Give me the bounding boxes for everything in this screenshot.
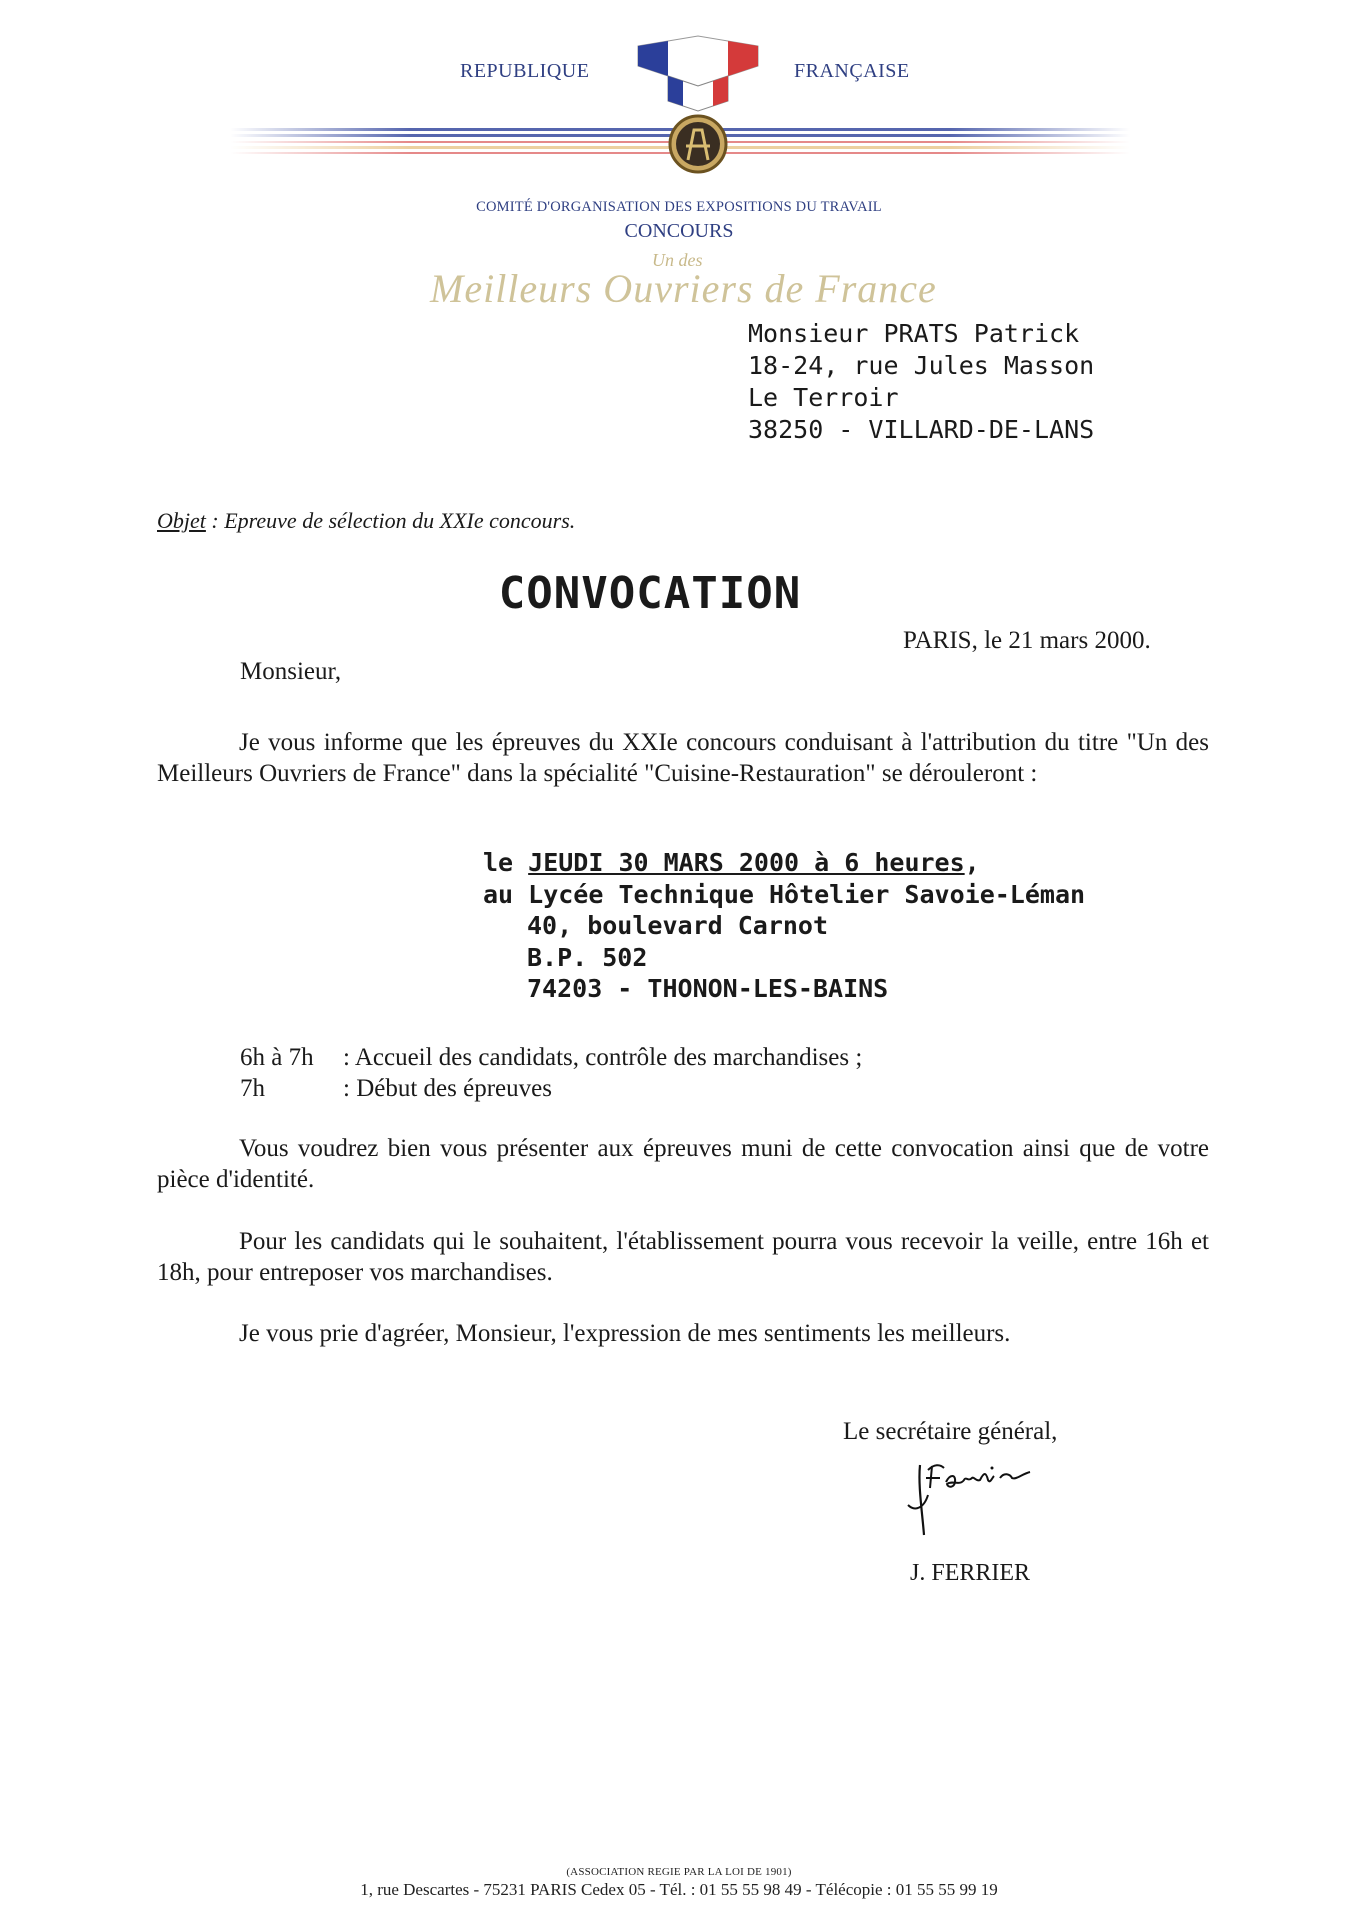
handwritten-signature: [900, 1450, 1050, 1540]
contest-label: CONCOURS: [624, 220, 734, 242]
event-details: [483, 847, 1085, 1005]
paragraph-evening: Pour les candidats qui le souhaitent, l'établissement pourra vous recevoir la veille, entre 16h et 18h, pour entreposer vos marchandises.: [157, 1228, 1209, 1286]
paragraph-closing: Je vous prie d'agréer, Monsieur, l'expression de mes sentiments les meilleurs.: [239, 1320, 1011, 1347]
recipient-address: [748, 318, 1094, 446]
schedule: [240, 1042, 862, 1104]
paragraph-documents: Vous voudrez bien vous présenter aux épreuves muni de cette convocation ainsi que de votre pièce d'identité.: [157, 1135, 1209, 1193]
republique-label: REPUBLIQUE: [460, 60, 590, 82]
footer-note: (ASSOCIATION REGIE PAR LA LOI DE 1901): [566, 1866, 792, 1878]
signer-role: Le secrétaire général,: [843, 1418, 1058, 1445]
recipient-line: 18-24, rue Jules Masson: [748, 351, 1095, 380]
schedule-text: : Début des épreuves: [343, 1075, 552, 1102]
subject-label: Objet: [157, 508, 206, 533]
salutation: Monsieur,: [240, 658, 342, 685]
brand-logo-text: Meilleurs Ouvriers de France: [430, 266, 937, 311]
event-bp: B.P. 502: [527, 942, 648, 972]
schedule-row: [240, 1042, 862, 1073]
subject-line: [157, 508, 575, 534]
recipient-line: Monsieur PRATS Patrick: [748, 319, 1080, 348]
committee-name: COMITÉ D'ORGANISATION DES EXPOSITIONS DU TRAVAIL: [476, 199, 882, 215]
schedule-time: 7h: [240, 1075, 265, 1102]
event-street: 40, boulevard Carnot: [527, 911, 829, 940]
footer-address: 1, rue Descartes - 75231 PARIS Cedex 05 - Tél. : 01 55 55 98 49 - Télécopie : 01 55 55 99 19: [360, 1880, 998, 1899]
subject-text: : Epreuve de sélection du XXIe concours.: [205, 508, 576, 533]
document-title: CONVOCATION: [498, 568, 802, 619]
event-date-line: [483, 847, 1085, 879]
schedule-time: 6h à 7h: [240, 1044, 314, 1071]
schedule-text: : Accueil des candidats, contrôle des marchandises ;: [343, 1044, 863, 1071]
medal-icon: [628, 26, 768, 178]
event-city: 74203 - THONON-LES-BAINS: [527, 974, 889, 1003]
letter-date: PARIS, le 21 mars 2000.: [903, 627, 1151, 654]
event-prefix: le: [483, 848, 529, 877]
brand-small-text: Un des: [652, 250, 703, 270]
event-date: JEUDI 30 MARS 2000 à 6 heures: [528, 848, 965, 877]
recipient-line: 38250 - VILLARD-DE-LANS: [748, 415, 1095, 444]
event-suffix: ,: [964, 848, 980, 877]
schedule-row: [240, 1073, 862, 1104]
signer-name: J. FERRIER: [910, 1560, 1031, 1586]
event-place: au Lycée Technique Hôtelier Savoie-Léman: [483, 879, 1086, 909]
intro-paragraph: Je vous informe que les épreuves du XXIe concours conduisant à l'attribution du titre "Un des Meilleurs Ouvriers de France" dans la spécialité "Cuisine-Restauration" se dérouleront :: [157, 729, 1209, 787]
francaise-label: FRANÇAISE: [794, 60, 910, 82]
recipient-line: Le Terroir: [748, 383, 899, 412]
